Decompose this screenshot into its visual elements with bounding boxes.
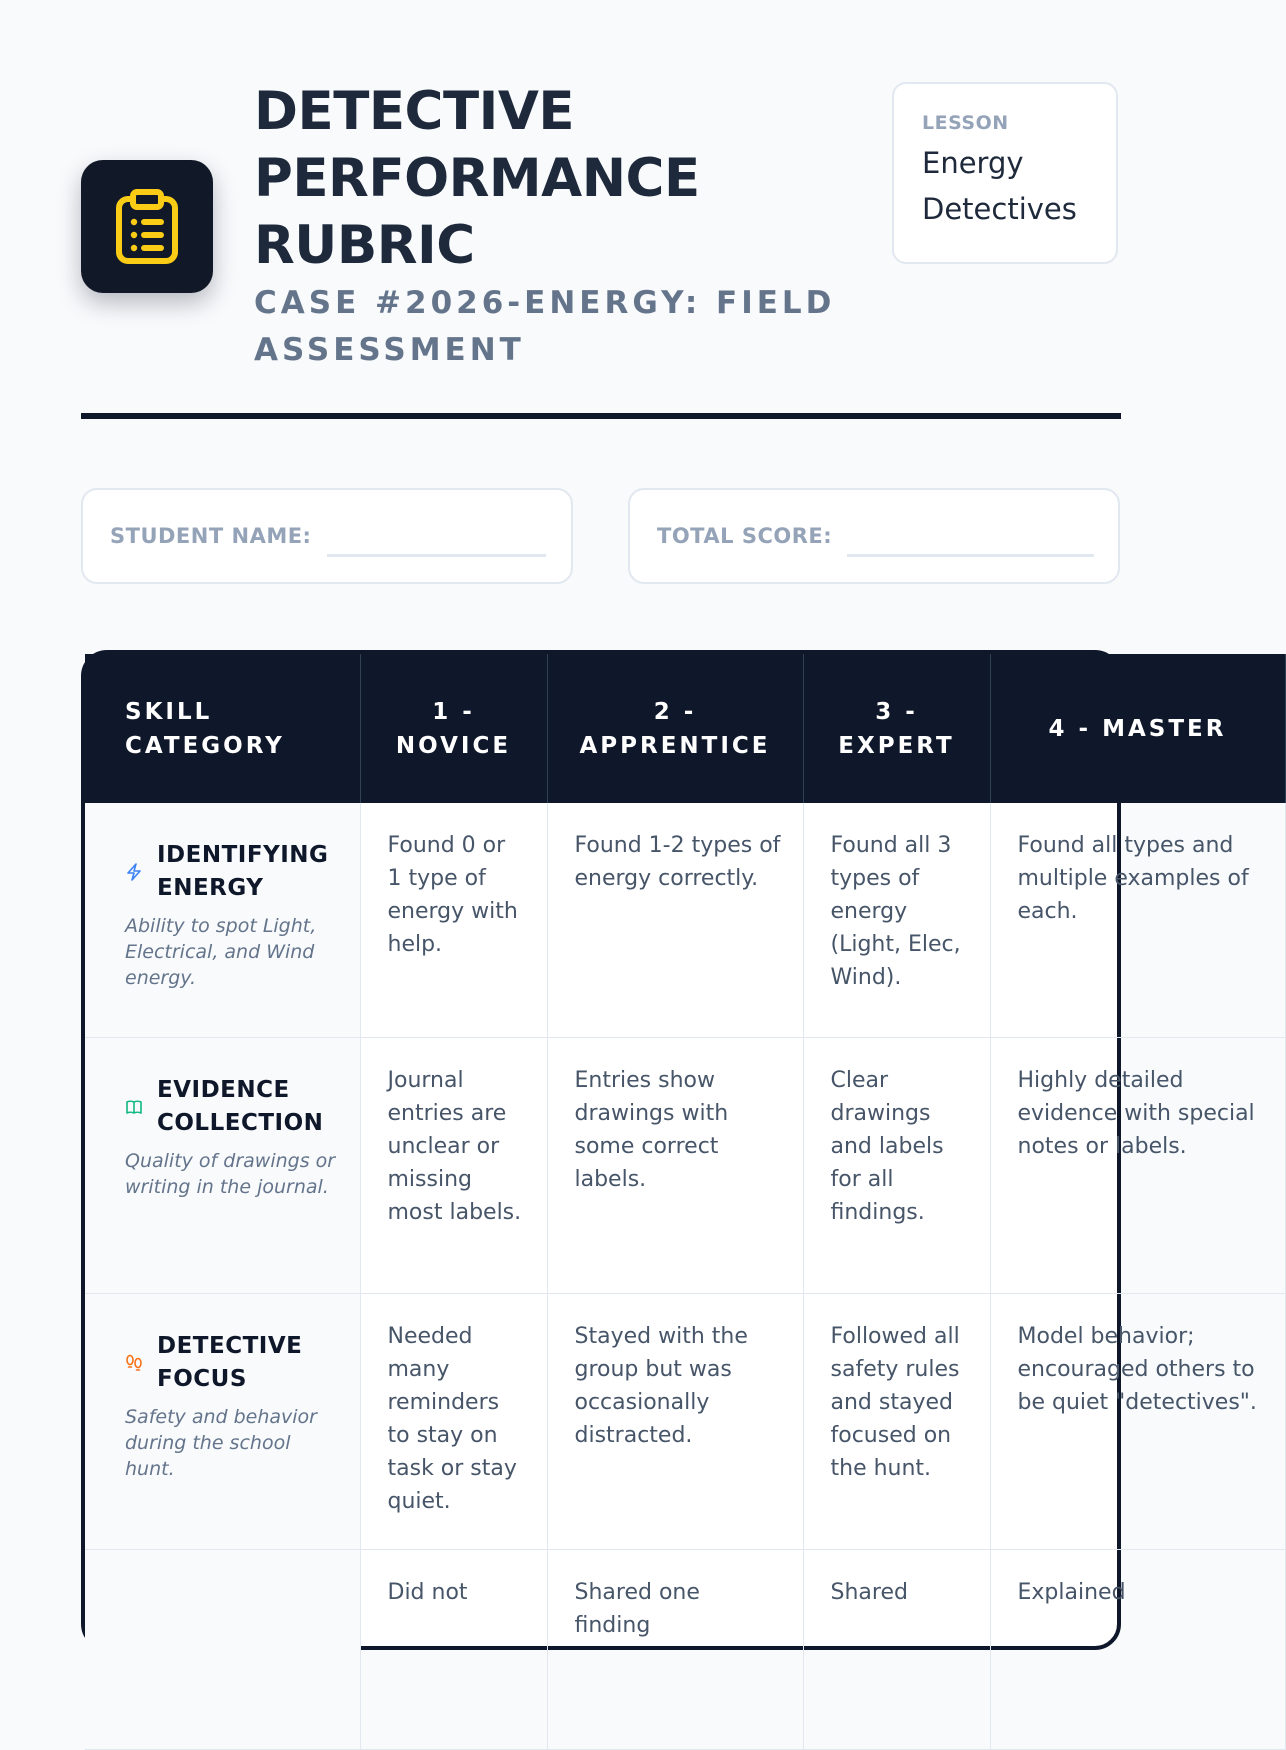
level-cell: Followed all safety rules and stayed focused on the hunt.	[803, 1293, 990, 1549]
skill-cell	[85, 1549, 360, 1749]
lesson-label: LESSON	[922, 112, 1009, 134]
level-cell: Model behavior; encouraged others to be quiet "detectives".	[990, 1293, 1285, 1549]
level-cell: Found 1-2 types of energy correctly.	[547, 803, 803, 1037]
table-row	[85, 803, 1285, 1037]
level-cell: Did not	[360, 1549, 547, 1749]
student-name-label: STUDENT NAME:	[110, 524, 312, 548]
skill-name: EVIDENCE COLLECTION	[157, 1076, 324, 1136]
table-row	[85, 1549, 1285, 1749]
lesson-value: Energy Detectives	[922, 146, 1077, 226]
page-title: DETECTIVE PERFORMANCE RUBRIC	[254, 81, 700, 276]
lightning-icon	[125, 863, 143, 881]
lesson-card	[892, 82, 1118, 264]
header-divider	[81, 413, 1121, 419]
logo-badge	[81, 160, 213, 293]
skill-cell	[85, 803, 360, 1037]
level-cell: Clear drawings and labels for all findings.	[803, 1037, 990, 1293]
table-row	[85, 1037, 1285, 1293]
skill-cell	[85, 1293, 360, 1549]
column-header-master: 4 - MASTER	[990, 654, 1285, 803]
level-cell: Journal entries are unclear or missing most labels.	[360, 1037, 547, 1293]
level-cell: Found all types and multiple examples of each.	[990, 803, 1285, 1037]
column-header-novice: 1 - NOVICE	[360, 654, 547, 803]
level-cell: Stayed with the group but was occasionally distracted.	[547, 1293, 803, 1549]
column-header-expert: 3 - EXPERT	[803, 654, 990, 803]
book-open-icon	[125, 1098, 143, 1116]
level-cell: Found all 3 types of energy (Light, Elec, Wind).	[803, 803, 990, 1037]
table-row	[85, 1293, 1285, 1549]
header-row	[85, 654, 1285, 803]
level-cell: Shared one finding	[547, 1549, 803, 1749]
page-subtitle: CASE #2026-ENERGY: FIELD ASSESSMENT	[254, 285, 836, 368]
column-header-skill: SKILL CATEGORY	[85, 654, 360, 803]
student-name-line[interactable]	[327, 554, 546, 557]
skill-description: Safety and behavior during the school hunt.	[125, 1405, 317, 1480]
level-cell: Found 0 or 1 type of energy with help.	[360, 803, 547, 1037]
student-name-field[interactable]	[81, 488, 573, 584]
total-score-label: TOTAL SCORE:	[657, 524, 833, 548]
total-score-field[interactable]	[628, 488, 1120, 584]
skill-name: DETECTIVE FOCUS	[157, 1332, 303, 1392]
level-cell: Explained	[990, 1549, 1285, 1749]
skill-name: IDENTIFYING ENERGY	[157, 842, 329, 901]
level-cell: Needed many reminders to stay on task or stay quiet.	[360, 1293, 547, 1549]
footprints-icon	[125, 1354, 143, 1372]
level-cell: Shared	[803, 1549, 990, 1749]
clipboard-list-icon	[115, 189, 179, 265]
skill-cell	[85, 1037, 360, 1293]
skill-description: Ability to spot Light, Electrical, and Wind energy.	[125, 915, 317, 989]
level-cell: Entries show drawings with some correct labels.	[547, 1037, 803, 1293]
rubric-table	[81, 650, 1257, 1650]
skill-description: Quality of drawings or writing in the journal.	[125, 1149, 336, 1198]
total-score-line[interactable]	[847, 554, 1094, 557]
level-cell: Highly detailed evidence with special notes or labels.	[990, 1037, 1285, 1293]
column-header-apprentice: 2 - APPRENTICE	[547, 654, 803, 803]
